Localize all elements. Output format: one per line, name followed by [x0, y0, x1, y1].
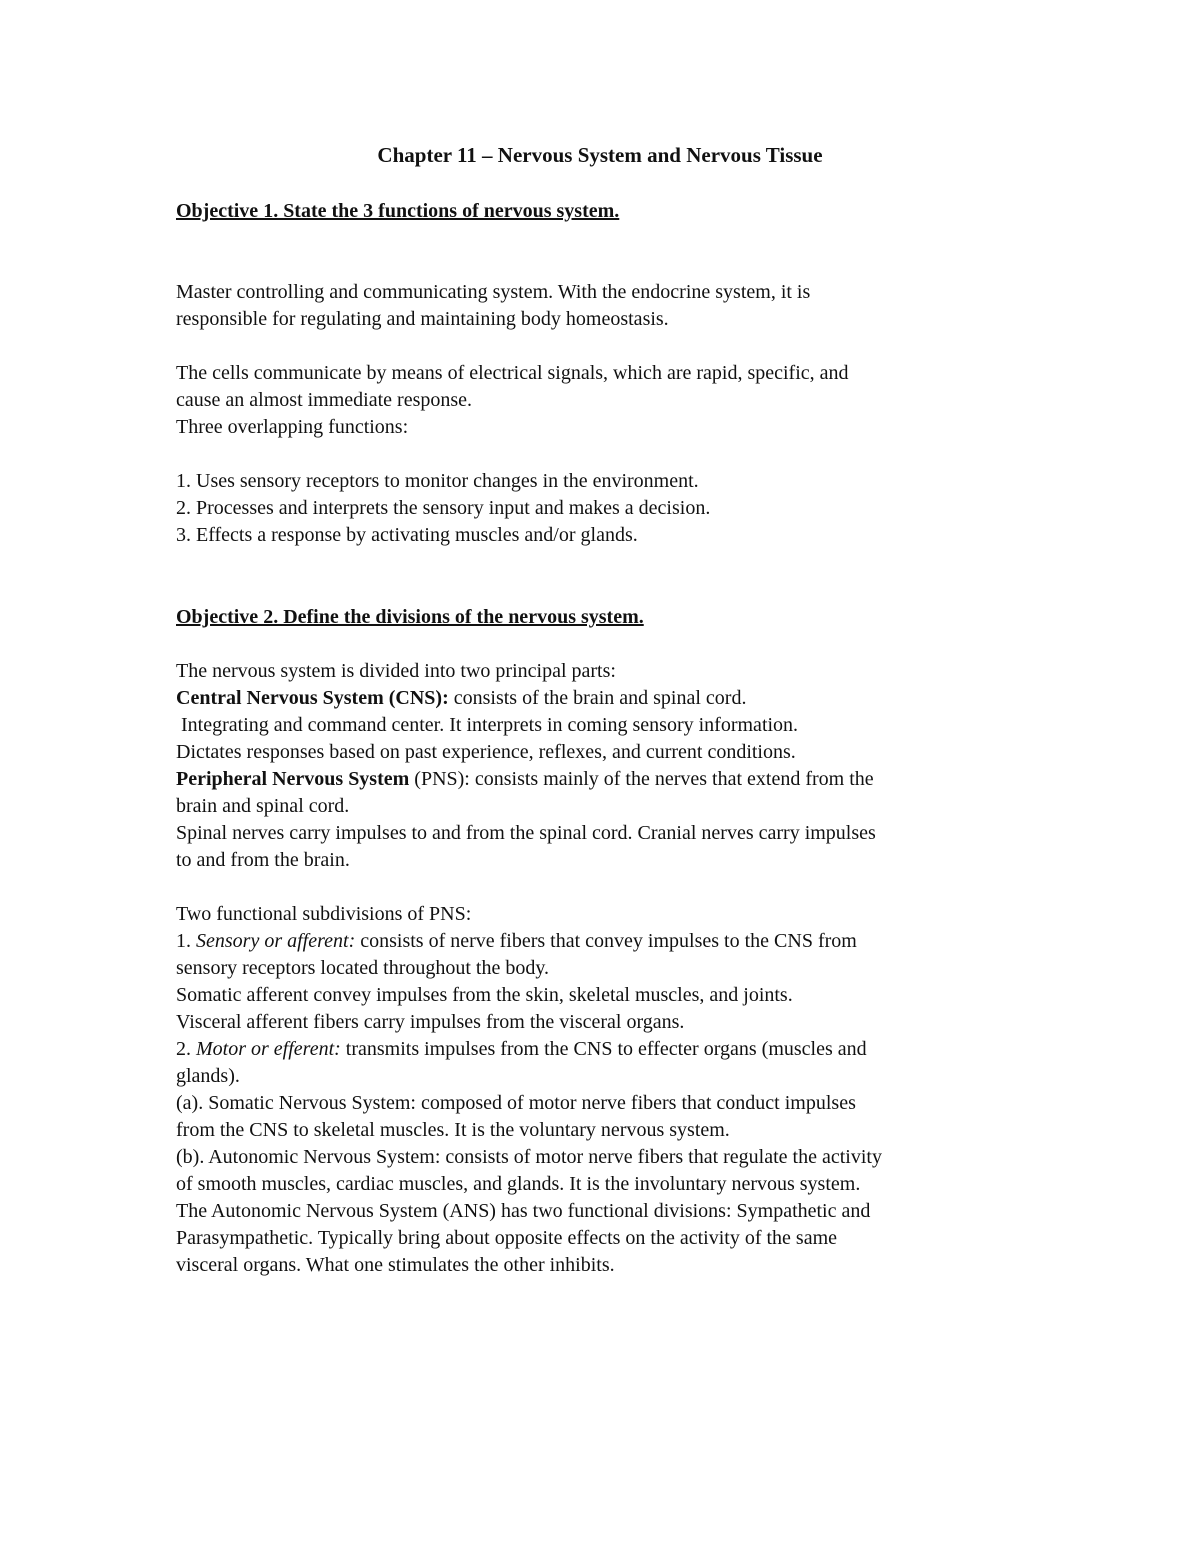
cns-line: Integrating and command center. It interprets in coming sensory information. — [176, 714, 799, 736]
pns-line: to and from the brain. — [176, 849, 350, 871]
pns-definition — [176, 766, 874, 793]
sensory-definition-text: consists of nerve fibers that convey impulses to the CNS from — [355, 930, 857, 952]
sensory-line: Somatic afferent convey impulses from the skin, skeletal muscles, and joints. — [176, 984, 793, 1006]
cns-term: Central Nervous System (CNS): — [176, 687, 449, 709]
sensory-term: Sensory or afferent: — [196, 930, 356, 952]
pns-definition-text: (PNS): consists mainly of the nerves that extend from the — [409, 768, 874, 790]
objective-1-heading: Objective 1. State the 3 functions of nervous system. — [176, 200, 620, 222]
objective-2-intro: The nervous system is divided into two principal parts: — [176, 660, 616, 682]
motor-line: The Autonomic Nervous System (ANS) has two functional divisions: Sympathetic and — [176, 1200, 871, 1222]
sensory-definition — [176, 928, 857, 955]
sensory-line: Visceral afferent fibers carry impulses from the visceral organs. — [176, 1011, 685, 1033]
motor-line: of smooth muscles, cardiac muscles, and glands. It is the involuntary nervous system. — [176, 1173, 861, 1195]
function-list-item: 1. Uses sensory receptors to monitor changes in the environment. — [176, 470, 699, 492]
objective-1-para-line: responsible for regulating and maintaining body homeostasis. — [176, 308, 669, 330]
objective-1-para-line: Master controlling and communicating system. With the endocrine system, it is — [176, 281, 811, 303]
motor-line: glands). — [176, 1065, 240, 1087]
pns-line: brain and spinal cord. — [176, 795, 350, 817]
motor-definition-text: transmits impulses from the CNS to effecter organs (muscles and — [340, 1038, 867, 1060]
motor-definition — [176, 1036, 867, 1063]
objective-1-para-line: Three overlapping functions: — [176, 416, 409, 438]
cns-definition — [176, 685, 746, 712]
sensory-number: 1. — [176, 930, 196, 952]
motor-number: 2. — [176, 1038, 196, 1060]
motor-term: Motor or efferent: — [196, 1038, 341, 1060]
pns-line: Spinal nerves carry impulses to and from the spinal cord. Cranial nerves carry impulses — [176, 822, 876, 844]
cns-definition-text: consists of the brain and spinal cord. — [448, 687, 747, 709]
objective-1-para-line: The cells communicate by means of electrical signals, which are rapid, specific, and — [176, 362, 849, 384]
subdivisions-intro: Two functional subdivisions of PNS: — [176, 903, 472, 925]
sensory-line: sensory receptors located throughout the body. — [176, 957, 550, 979]
motor-line: visceral organs. What one stimulates the other inhibits. — [176, 1254, 615, 1276]
pns-term: Peripheral Nervous System — [176, 768, 410, 790]
motor-line: Parasympathetic. Typically bring about opposite effects on the activity of the same — [176, 1227, 838, 1249]
objective-1-para-line: cause an almost immediate response. — [176, 389, 473, 411]
cns-line: Dictates responses based on past experience, reflexes, and current conditions. — [176, 741, 796, 763]
objective-2-heading: Objective 2. Define the divisions of the nervous system. — [176, 606, 644, 628]
motor-line: from the CNS to skeletal muscles. It is the voluntary nervous system. — [176, 1119, 730, 1141]
function-list-item: 3. Effects a response by activating muscles and/or glands. — [176, 524, 638, 546]
page-title: Chapter 11 – Nervous System and Nervous Tissue — [377, 143, 823, 167]
motor-line: (b). Autonomic Nervous System: consists of motor nerve fibers that regulate the activity — [176, 1146, 882, 1168]
function-list-item: 2. Processes and interprets the sensory input and makes a decision. — [176, 497, 711, 519]
motor-line: (a). Somatic Nervous System: composed of motor nerve fibers that conduct impulses — [176, 1092, 856, 1114]
